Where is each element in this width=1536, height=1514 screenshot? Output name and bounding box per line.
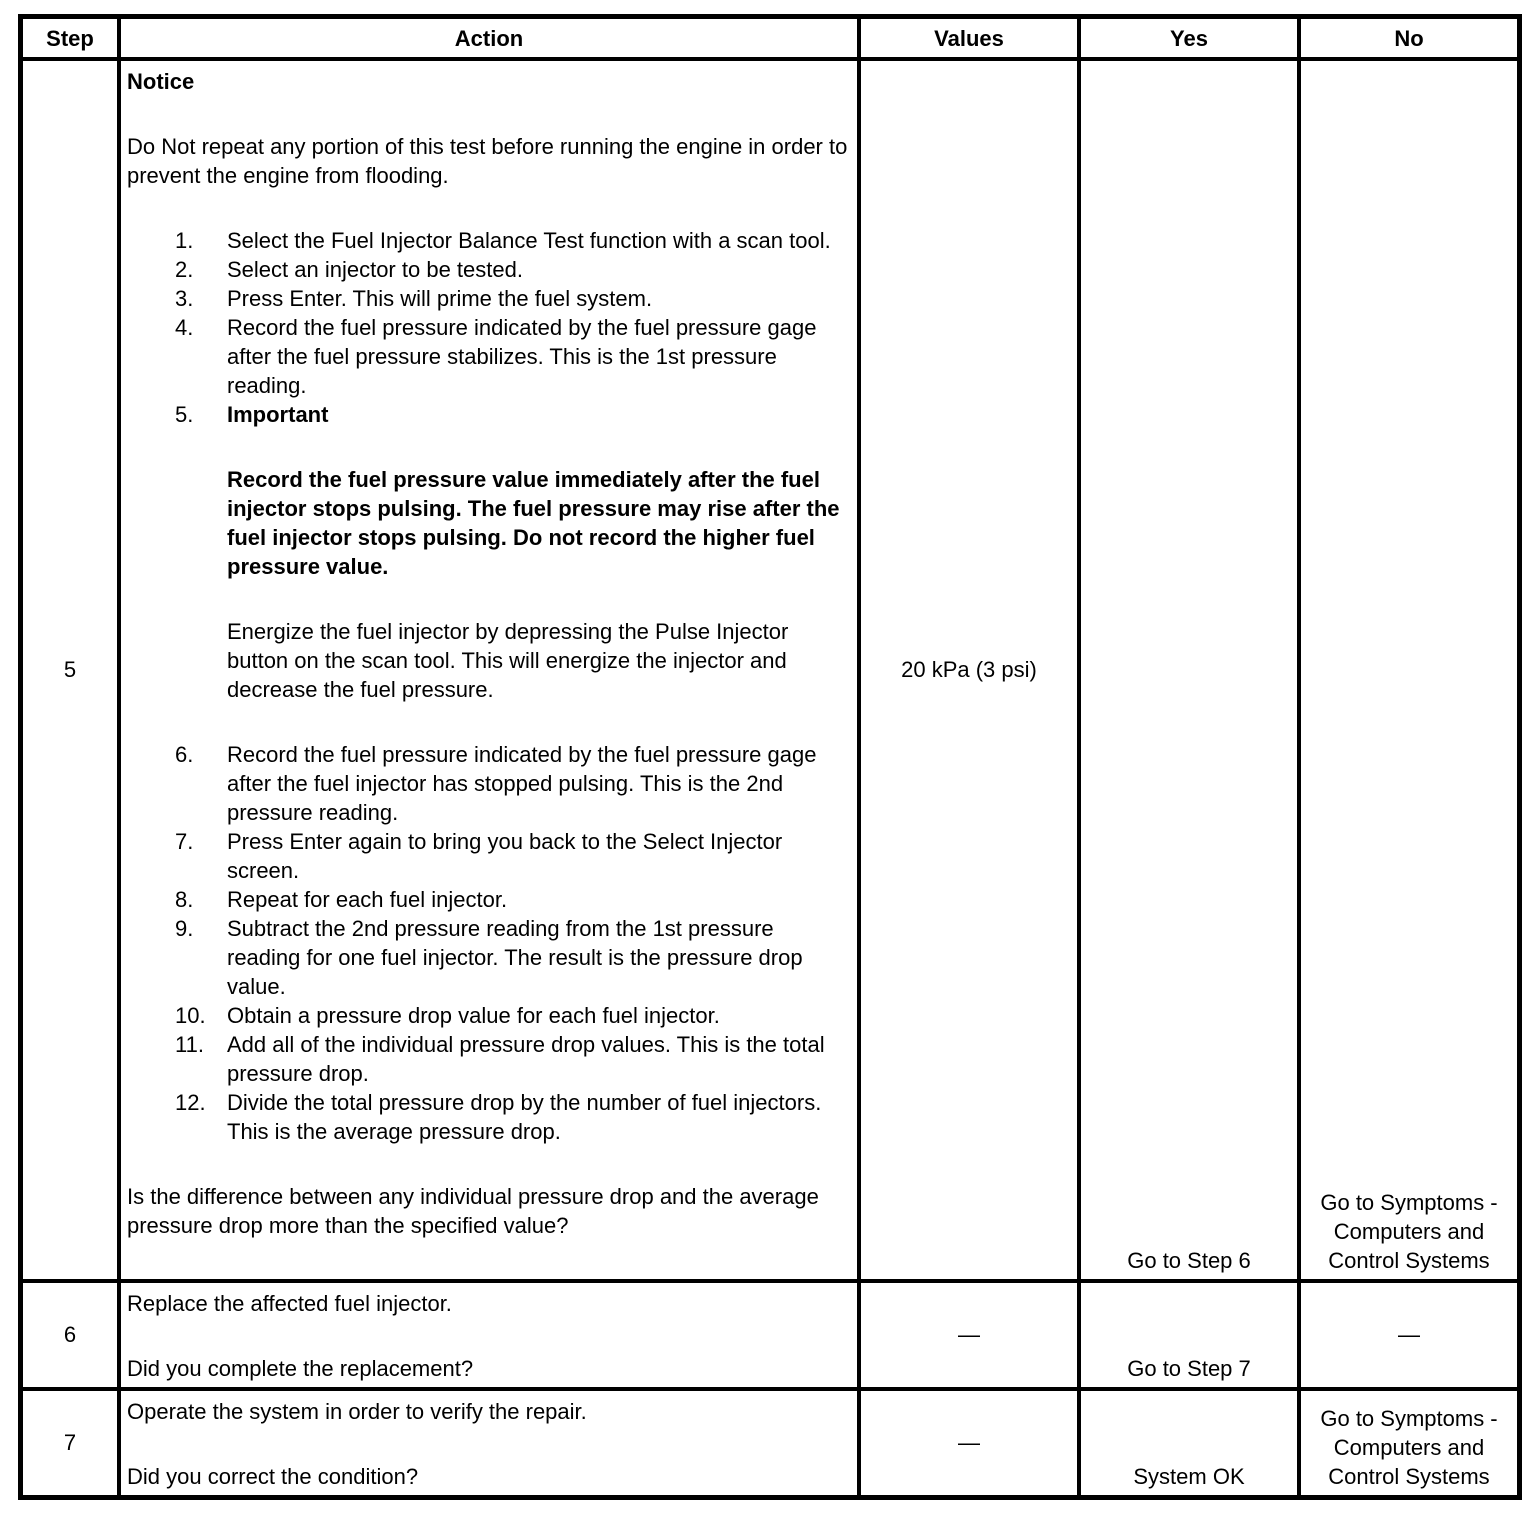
yes-cell: System OK	[1079, 1389, 1299, 1497]
no-cell: —	[1299, 1281, 1519, 1389]
list-item: 6. Record the fuel pressure indicated by the fuel pressure gage after the fuel injector has stopped pulsing. This is the 2nd pressure reading.	[175, 742, 817, 826]
action-cell	[119, 1281, 859, 1389]
header-values: Values	[859, 17, 1079, 59]
list-item: 12. Divide the total pressure drop by the number of fuel injectors. This is the average pressure drop.	[175, 1090, 822, 1145]
no-cell: Go to Symptoms - Computers and Control Systems	[1299, 59, 1519, 1281]
header-step: Step	[21, 17, 119, 59]
values-cell: 20 kPa (3 psi)	[859, 59, 1079, 1281]
yes-cell: Go to Step 7	[1079, 1281, 1299, 1389]
action-text: Replace the affected fuel injector.	[127, 1290, 452, 1316]
table-row	[21, 1389, 1519, 1497]
list-item: 10. Obtain a pressure drop value for each fuel injector.	[175, 1003, 720, 1029]
list-item: 9. Subtract the 2nd pressure reading from the 1st pressure reading for one fuel injector. The result is the pressure drop value.	[175, 916, 803, 1000]
list-item: 2. Select an injector to be tested.	[175, 257, 523, 283]
list-item: 4. Record the fuel pressure indicated by the fuel pressure gage after the fuel pressure stabilizes. This is the 1st pressure reading.	[175, 315, 817, 399]
energize-text: Energize the fuel injector by depressing the Pulse Injector button on the scan tool. This will energize the injector and decrease the fuel pressure.	[227, 619, 789, 703]
list-item: 5. Important Record the fuel pressure value immediately after the fuel injector stops pulsing. The fuel pressure may rise after the fuel injector stops pulsing. Do not record the higher fuel pressure value. Energize the fuel injector by depressing the Pulse Injector button on the scan tool. This will energize the injector and decrease the fuel pressure.	[127, 400, 851, 740]
header-action: Action	[119, 17, 859, 59]
header-no: No	[1299, 17, 1519, 59]
list-item: 8. Repeat for each fuel injector.	[175, 887, 508, 913]
step-number: 6	[21, 1281, 119, 1389]
procedure-list	[127, 226, 851, 1146]
values-cell: —	[859, 1389, 1079, 1497]
question-text: Is the difference between any individual pressure drop and the average pressure drop more than the specified value?	[127, 1184, 819, 1239]
header-row	[21, 17, 1519, 59]
important-text: Record the fuel pressure value immediately after the fuel injector stops pulsing. The fuel pressure may rise after the fuel injector stops pulsing. Do not record the higher fuel pressure value.	[227, 467, 840, 580]
table-row	[21, 1281, 1519, 1389]
list-item: 11. Add all of the individual pressure drop values. This is the total pressure drop.	[175, 1032, 825, 1087]
question-text: Did you correct the condition?	[127, 1463, 419, 1489]
values-cell: —	[859, 1281, 1079, 1389]
step-number: 5	[21, 59, 119, 1281]
header-yes: Yes	[1079, 17, 1299, 59]
yes-cell: Go to Step 6	[1079, 59, 1299, 1281]
action-cell	[119, 1389, 859, 1497]
important-title: Important	[227, 402, 329, 428]
notice-text: Do Not repeat any portion of this test before running the engine in order to prevent the engine from flooding.	[127, 134, 848, 189]
notice-title: Notice	[127, 69, 195, 95]
list-item: 1. Select the Fuel Injector Balance Test function with a scan tool.	[175, 228, 831, 254]
list-item: 7. Press Enter again to bring you back to the Select Injector screen.	[175, 829, 783, 884]
diagnostic-table	[18, 14, 1522, 1500]
question-text: Did you complete the replacement?	[127, 1355, 474, 1381]
list-item: 3. Press Enter. This will prime the fuel system.	[175, 286, 653, 312]
action-cell	[119, 59, 859, 1281]
table-row	[21, 59, 1519, 1281]
action-text: Operate the system in order to verify the repair.	[127, 1398, 587, 1424]
no-cell: Go to Symptoms - Computers and Control Systems	[1299, 1389, 1519, 1497]
step-number: 7	[21, 1389, 119, 1497]
